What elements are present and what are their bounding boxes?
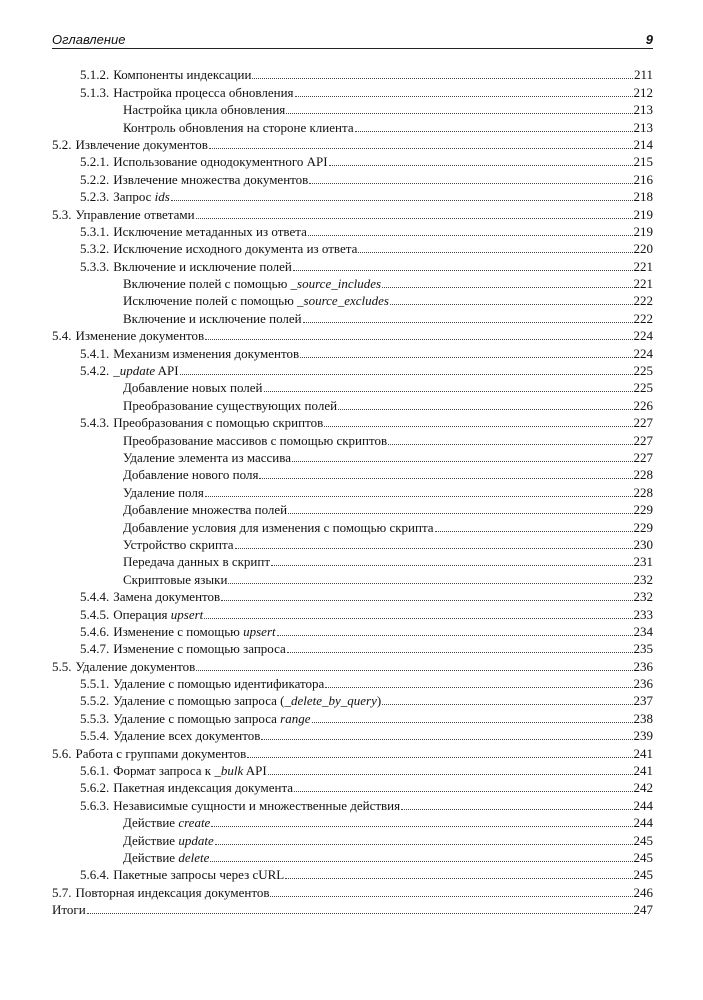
toc-entry-page: 246 [633, 884, 653, 900]
toc-entry-page: 215 [633, 154, 653, 170]
toc-entry[interactable] [52, 205, 653, 222]
dot-leader [292, 460, 633, 462]
toc-entry[interactable] [52, 431, 653, 448]
toc-entry-title-part: Исключение исходного документа из ответа [113, 241, 358, 257]
dot-leader [271, 564, 632, 566]
running-header [52, 30, 653, 49]
toc-entry-title-part: _delete_by_query [284, 693, 377, 709]
toc-entry[interactable] [52, 136, 653, 153]
toc-entry-title-part: range [280, 710, 311, 726]
toc-entry[interactable] [52, 796, 653, 813]
toc-entry-number: 5.5.2. [80, 693, 110, 709]
toc-entry-page: 242 [633, 780, 653, 796]
dot-leader [286, 112, 632, 114]
toc-entry-title [123, 379, 263, 396]
dot-leader [300, 356, 632, 358]
toc-entry-page: 222 [633, 293, 653, 309]
toc-entry-title [123, 849, 209, 866]
toc-entry-title [76, 327, 205, 344]
toc-entry-title [113, 640, 286, 657]
toc-entry[interactable] [52, 657, 653, 674]
toc-entry-title [113, 171, 308, 188]
toc-entry-title-part: _update [113, 363, 156, 379]
dot-leader [303, 321, 633, 323]
toc-entry-number: 5.4.3. [80, 415, 110, 431]
dot-leader [264, 390, 633, 392]
toc-entry-title-part: Удаление всех документов [113, 728, 261, 744]
toc-entry-page: 239 [633, 728, 653, 744]
toc-entry-page: 219 [633, 206, 653, 222]
toc-entry-page: 216 [633, 171, 653, 187]
toc-entry-title-part: Использование однодокументного API [113, 154, 328, 170]
toc-entry-title [76, 745, 247, 762]
toc-entry-title [113, 675, 324, 692]
toc-entry-title-part: Включение и исключение полей [113, 258, 292, 274]
toc-entry-number: 5.2. [52, 136, 72, 152]
toc-entry-title [76, 206, 195, 223]
dot-leader [288, 512, 632, 514]
toc-entry-title-part: Преобразование массивов с помощью скриптов [123, 432, 388, 448]
toc-entry-title [113, 345, 299, 362]
toc-entry-title [123, 536, 234, 553]
toc-entry-title [123, 814, 210, 831]
toc-entry-title [113, 414, 323, 431]
toc-entry-title-part: update [178, 832, 214, 848]
toc-entry-title [123, 119, 354, 136]
dot-leader [401, 808, 632, 810]
toc-entry-title-part: Операция [113, 606, 171, 622]
toc-entry-title-part: Действие [123, 832, 179, 848]
toc-entry-title-part: Механизм изменения документов [113, 345, 300, 361]
toc-entry-page: 235 [633, 641, 653, 657]
toc-entry-number: 5.4.6. [80, 623, 110, 639]
toc-entry[interactable] [52, 727, 653, 744]
header-page-number: 9 [645, 32, 653, 47]
toc-entry[interactable] [52, 588, 653, 605]
toc-entry-title [113, 188, 170, 205]
toc-entry-title [113, 797, 400, 814]
toc-entry-title [123, 501, 287, 518]
toc-entry-number: 5.7. [52, 884, 72, 900]
toc-entry-title-part: Преобразование существующих полей [123, 397, 338, 413]
toc-entry-title [113, 606, 203, 623]
toc-entry-title-part: Запрос [113, 189, 155, 205]
toc-entry-title-part: Скриптовые языки [123, 571, 228, 587]
toc-entry-page: 234 [633, 623, 653, 639]
toc-entry[interactable] [52, 344, 653, 361]
dot-leader [285, 877, 632, 879]
toc-entry-title-part: Удаление элемента из массива [123, 449, 291, 465]
toc-entry-title-part: upsert [170, 606, 204, 622]
toc-entry-title [123, 292, 389, 309]
dot-leader [204, 617, 632, 619]
toc-entry[interactable] [52, 153, 653, 170]
toc-entry-page: 225 [633, 380, 653, 396]
toc-entry-title [113, 362, 178, 379]
toc-entry[interactable] [52, 362, 653, 379]
toc-entry-page: 232 [633, 589, 653, 605]
toc-entry[interactable] [52, 309, 653, 326]
dot-leader [252, 77, 633, 79]
toc-entry-title [123, 519, 434, 536]
toc-entry[interactable] [52, 866, 653, 883]
toc-entry[interactable] [52, 623, 653, 640]
toc-entry[interactable] [52, 118, 653, 135]
toc-entry-title [123, 484, 204, 501]
toc-entry-number: 5.3.3. [80, 258, 110, 274]
toc-entry-title [113, 710, 310, 727]
dot-leader [355, 130, 633, 132]
toc-entry-page: 218 [633, 189, 653, 205]
toc-entry-number: 5.2.1. [80, 154, 110, 170]
toc-entry-title-part: Добавление новых полей [123, 380, 263, 396]
toc-entry-title-part: Извлечение документов [75, 136, 208, 152]
toc-entry-page: 230 [633, 536, 653, 552]
dot-leader [210, 860, 632, 862]
toc-entry-page: 227 [633, 449, 653, 465]
dot-leader [205, 495, 633, 497]
toc-entry[interactable] [52, 814, 653, 831]
toc-entry-number: 5.2.3. [80, 189, 110, 205]
toc-entry-page: 236 [633, 658, 653, 674]
toc-entry-number: 5.4. [52, 328, 72, 344]
toc-entry-number: 5.3.2. [80, 241, 110, 257]
toc-entry[interactable] [52, 327, 653, 344]
toc-entry-page: 231 [633, 554, 653, 570]
toc-entry-title-part: Итоги [52, 902, 86, 918]
toc-entry-title [76, 136, 208, 153]
dot-leader [295, 95, 633, 97]
dot-leader [388, 443, 632, 445]
toc-entry-title-part: _source_includes [290, 276, 382, 292]
dot-leader [294, 790, 632, 792]
dot-leader [308, 234, 633, 236]
toc-entry-page: 224 [633, 345, 653, 361]
toc-entry[interactable] [52, 675, 653, 692]
toc-entry-title [123, 553, 270, 570]
toc-entry[interactable] [52, 66, 653, 83]
dot-leader [196, 217, 633, 219]
toc-entry[interactable] [52, 883, 653, 900]
toc-entry-title-part: Удаление документов [75, 658, 196, 674]
toc-entry-page: 241 [633, 745, 653, 761]
dot-leader [270, 895, 632, 897]
dot-leader [312, 721, 633, 723]
toc-entry[interactable] [52, 709, 653, 726]
toc-entry-number: 5.5.1. [80, 676, 110, 692]
toc-entry-title-part: create [178, 815, 211, 831]
toc-entry-page: 214 [633, 136, 653, 152]
toc-entry-page: 241 [633, 763, 653, 779]
toc-entry-title-part: upsert [243, 623, 276, 639]
toc-entry[interactable] [52, 901, 653, 918]
toc-entry[interactable] [52, 518, 653, 535]
toc-entry-page: 224 [633, 328, 653, 344]
toc-entry-number: 5.6. [52, 745, 72, 761]
dot-leader [261, 738, 632, 740]
toc-entry-page: 213 [633, 102, 653, 118]
toc-entry-title-part: Управление ответами [75, 206, 195, 222]
toc-entry-title-part: Исключение метаданных из ответа [113, 223, 307, 239]
dot-leader [171, 199, 633, 201]
toc-entry-title [113, 588, 220, 605]
toc-entry-title-part: Добавление нового поля [123, 467, 259, 483]
toc-entry-title-part: Удаление поля [123, 484, 204, 500]
toc-entry-title-part: Включение полей с помощью [123, 276, 291, 292]
toc-entry[interactable] [52, 188, 653, 205]
toc-entry-title-part: Повторная индексация документов [75, 884, 270, 900]
toc-entry[interactable] [52, 536, 653, 553]
dot-leader [329, 164, 633, 166]
dot-leader [211, 825, 632, 827]
toc-entry-title [52, 901, 86, 918]
toc-entry-title-part: Работа с группами документов [75, 745, 247, 761]
toc-entry[interactable] [52, 396, 653, 413]
toc-entry[interactable] [52, 170, 653, 187]
toc-entry-title-part: Устройство скрипта [123, 536, 234, 552]
toc-entry-number: 5.3.1. [80, 223, 110, 239]
dot-leader [221, 599, 632, 601]
toc-entry-title [123, 397, 337, 414]
toc-entry-title-part: _source_excludes [297, 293, 389, 309]
dot-leader [277, 634, 633, 636]
toc-entry[interactable] [52, 849, 653, 866]
toc-entry[interactable] [52, 101, 653, 118]
toc-entry-number: 5.5.4. [80, 728, 110, 744]
toc-entry-title [76, 884, 270, 901]
toc-entry-number: 5.4.1. [80, 345, 110, 361]
toc-entry-page: 228 [633, 484, 653, 500]
toc-entry-page: 225 [633, 363, 653, 379]
dot-leader [228, 582, 632, 584]
toc-entry[interactable] [52, 762, 653, 779]
toc-entry-title-part: Удаление с помощью запроса [113, 710, 281, 726]
toc-entry-title-part: ) [376, 693, 382, 709]
toc-entry-title [123, 449, 291, 466]
toc-entry[interactable] [52, 831, 653, 848]
toc-entry-title-part: Формат запроса к [113, 763, 215, 779]
toc-entry-title-part: Настройка процесса обновления [113, 84, 294, 100]
toc-entry-title [123, 275, 381, 292]
toc-entry-number: 5.6.2. [80, 780, 110, 796]
toc-entry[interactable] [52, 240, 653, 257]
toc-entry-title-part: Преобразования с помощью скриптов [113, 415, 324, 431]
toc-entry[interactable] [52, 379, 653, 396]
dot-leader [382, 703, 632, 705]
toc-entry-title-part: _bulk [214, 763, 244, 779]
toc-entry-title-part: Действие [123, 849, 179, 865]
dot-leader [338, 408, 632, 410]
toc-entry-title [113, 866, 284, 883]
toc-entry-page: 244 [633, 815, 653, 831]
toc-entry-title [123, 832, 214, 849]
toc-entry-number: 5.4.2. [80, 363, 110, 379]
toc-entry-title-part: Добавление множества полей [123, 502, 288, 518]
toc-entry-number: 5.6.1. [80, 763, 110, 779]
toc-entry-page: 222 [633, 310, 653, 326]
toc-entry-page: 245 [633, 832, 653, 848]
toc-entry-number: 5.3. [52, 206, 72, 222]
dot-leader [215, 843, 633, 845]
dot-leader [180, 373, 633, 375]
toc-entry-page: 237 [633, 693, 653, 709]
toc-entry-page: 245 [633, 849, 653, 865]
toc-entry-title [123, 101, 285, 118]
toc-entry-title-part: API [243, 763, 267, 779]
toc-entry-page: 238 [633, 710, 653, 726]
toc-entry[interactable] [52, 483, 653, 500]
toc-entry-page: 245 [633, 867, 653, 883]
dot-leader [435, 530, 633, 532]
toc-entry[interactable] [52, 744, 653, 761]
toc-entry-number: 5.4.5. [80, 606, 110, 622]
toc-entry-page: 219 [633, 223, 653, 239]
table-of-contents [52, 66, 653, 918]
toc-entry-page: 229 [633, 502, 653, 518]
toc-entry[interactable] [52, 605, 653, 622]
toc-entry[interactable] [52, 553, 653, 570]
toc-entry-title [113, 779, 293, 796]
toc-entry-title-part: Настройка цикла обновления [123, 102, 286, 118]
toc-entry-title-part: Извлечение множества документов [113, 171, 309, 187]
header-title: Оглавление [52, 32, 126, 47]
dot-leader [324, 425, 632, 427]
toc-entry-page: 221 [633, 258, 653, 274]
toc-entry-page: 213 [633, 119, 653, 135]
toc-entry-title [113, 84, 293, 101]
toc-entry-title [113, 727, 260, 744]
toc-entry-title [123, 310, 302, 327]
toc-entry-number: 5.4.4. [80, 589, 110, 605]
toc-entry-title-part: Удаление с помощью идентификатора [113, 676, 325, 692]
toc-entry-number: 5.4.7. [80, 641, 110, 657]
toc-entry-title [113, 623, 275, 640]
toc-entry-page: 211 [633, 67, 653, 83]
toc-entry-title-part: Удаление с помощью запроса ( [113, 693, 285, 709]
dot-leader [268, 773, 633, 775]
toc-entry-number: 5.5. [52, 658, 72, 674]
toc-entry-number: 5.6.3. [80, 797, 110, 813]
toc-entry[interactable] [52, 692, 653, 709]
toc-entry[interactable] [52, 275, 653, 292]
toc-entry-title [123, 571, 227, 588]
toc-entry-title [123, 466, 258, 483]
toc-entry-page: 226 [633, 397, 653, 413]
toc-entry[interactable] [52, 292, 653, 309]
dot-leader [196, 669, 632, 671]
toc-entry-number: 5.6.4. [80, 867, 110, 883]
toc-entry[interactable] [52, 570, 653, 587]
toc-entry-title-part: Пакетная индексация документа [113, 780, 294, 796]
toc-entry-title-part: Исключение полей с помощью [123, 293, 298, 309]
toc-entry-title [113, 223, 307, 240]
toc-entry-page: 236 [633, 676, 653, 692]
toc-entry[interactable] [52, 501, 653, 518]
dot-leader [382, 286, 632, 288]
toc-entry[interactable] [52, 223, 653, 240]
toc-entry-title [113, 66, 251, 83]
dot-leader [247, 756, 632, 758]
toc-entry-title-part: Пакетные запросы через cURL [113, 867, 285, 883]
toc-entry-title [123, 432, 387, 449]
toc-entry-title-part: Изменение с помощью [113, 623, 244, 639]
dot-leader [309, 182, 632, 184]
toc-entry-title [113, 692, 381, 709]
toc-entry-title-part: Включение и исключение полей [123, 310, 302, 326]
toc-entry-title-part: Компоненты индексации [113, 67, 252, 83]
toc-entry-page: 233 [633, 606, 653, 622]
toc-entry-title [76, 658, 196, 675]
dot-leader [235, 547, 633, 549]
dot-leader [293, 269, 633, 271]
toc-entry-title-part: Независимые сущности и множественные действия [113, 797, 401, 813]
toc-entry[interactable] [52, 640, 653, 657]
toc-entry-title-part: Передача данных в скрипт [123, 554, 271, 570]
dot-leader [209, 147, 633, 149]
toc-entry-page: 247 [633, 902, 653, 918]
toc-entry-title [113, 153, 327, 170]
toc-entry-page: 221 [633, 276, 653, 292]
toc-entry-title-part: delete [178, 849, 210, 865]
toc-entry[interactable] [52, 257, 653, 274]
toc-entry-number: 5.1.3. [80, 84, 110, 100]
toc-entry-title [113, 762, 266, 779]
toc-entry-page: 220 [633, 241, 653, 257]
toc-entry-title-part: Изменение документов [75, 328, 205, 344]
toc-entry[interactable] [52, 779, 653, 796]
toc-entry-number: 5.1.2. [80, 67, 110, 83]
toc-entry-page: 227 [633, 415, 653, 431]
toc-entry-page: 228 [633, 467, 653, 483]
toc-entry-number: 5.5.3. [80, 710, 110, 726]
toc-entry-title-part: Контроль обновления на стороне клиента [123, 119, 354, 135]
toc-entry[interactable] [52, 414, 653, 431]
toc-entry-page: 244 [633, 797, 653, 813]
dot-leader [390, 303, 633, 305]
toc-entry-title-part: Замена документов [113, 589, 221, 605]
toc-entry-number: 5.2.2. [80, 171, 110, 187]
toc-entry-title-part: API [155, 363, 179, 379]
toc-entry-title [113, 258, 292, 275]
toc-entry[interactable] [52, 83, 653, 100]
dot-leader [205, 338, 632, 340]
toc-entry-page: 229 [633, 519, 653, 535]
dot-leader [287, 651, 633, 653]
dot-leader [358, 251, 632, 253]
dot-leader [87, 912, 633, 914]
toc-entry-title-part: Изменение с помощью запроса [113, 641, 286, 657]
toc-entry-title-part: Действие [123, 815, 179, 831]
toc-entry[interactable] [52, 449, 653, 466]
toc-entry-title-part: Добавление условия для изменения с помощью скрипта [123, 519, 434, 535]
dot-leader [259, 477, 632, 479]
toc-entry-page: 212 [633, 84, 653, 100]
toc-entry[interactable] [52, 466, 653, 483]
toc-entry-page: 227 [633, 432, 653, 448]
toc-entry-title-part: ids [154, 189, 170, 205]
dot-leader [325, 686, 632, 688]
toc-entry-page: 232 [633, 571, 653, 587]
toc-entry-title [113, 240, 357, 257]
